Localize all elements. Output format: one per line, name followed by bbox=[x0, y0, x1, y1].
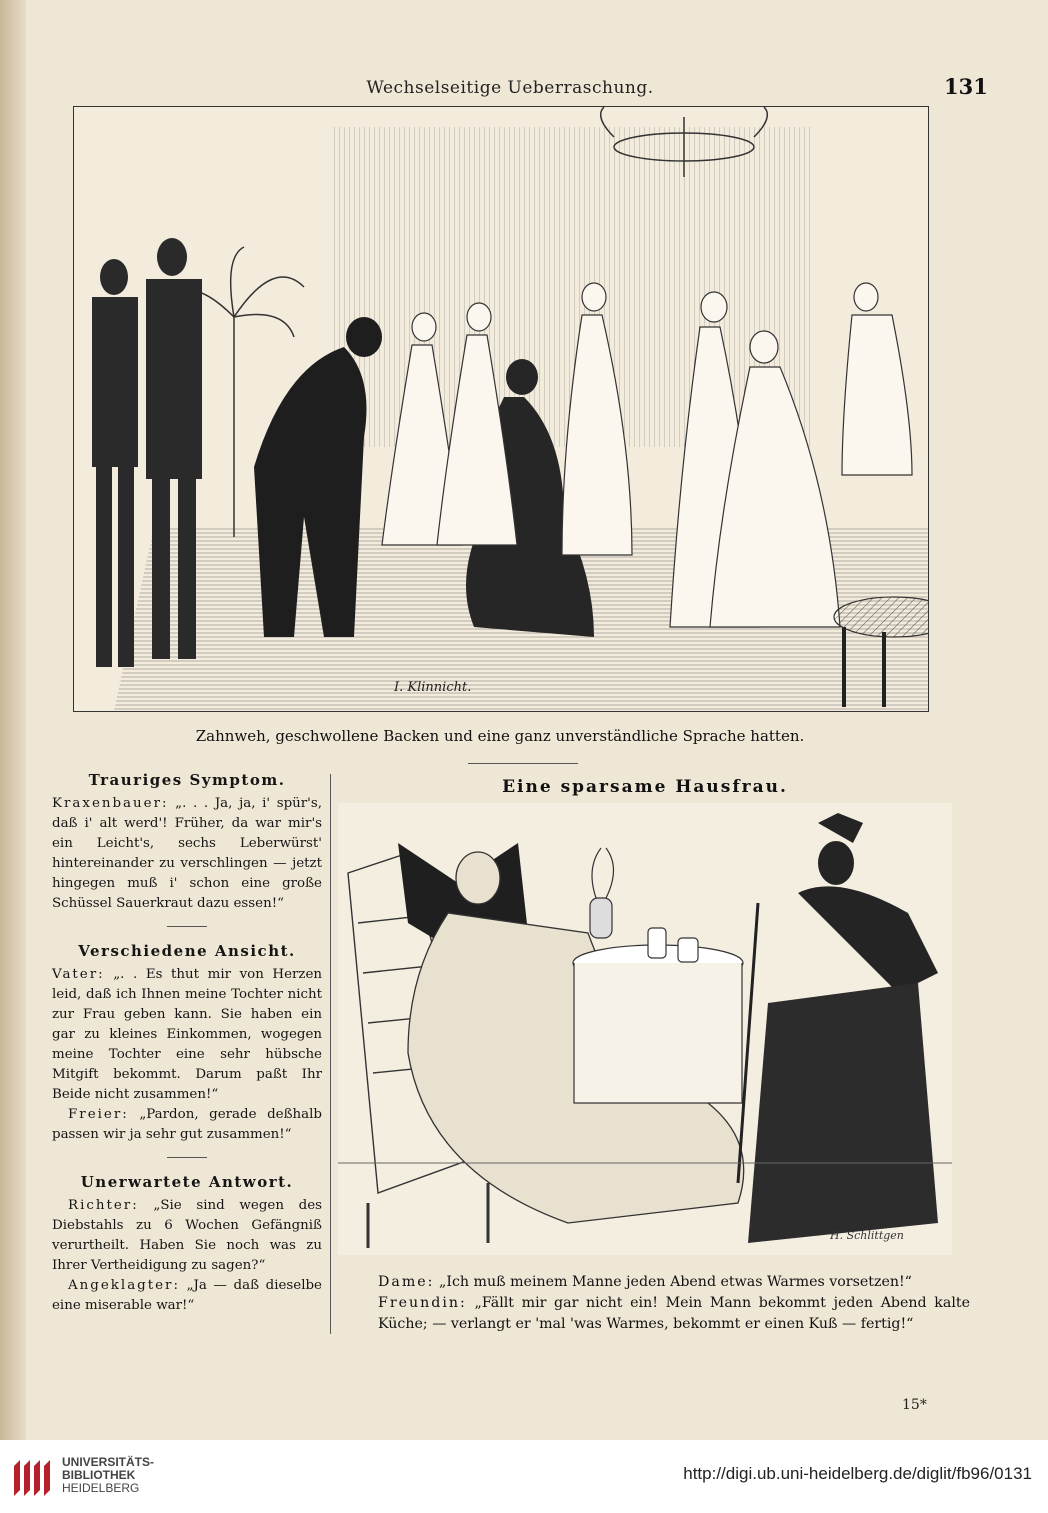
section-divider bbox=[167, 1157, 207, 1158]
logo-line: UNIVERSITÄTS- bbox=[62, 1455, 155, 1469]
speaker-label: Freundin: bbox=[378, 1295, 467, 1311]
caption-divider bbox=[468, 763, 578, 764]
permalink-url[interactable]: http://digi.ub.uni-heidelberg.de/diglit/fb96/0131 bbox=[683, 1464, 1032, 1483]
library-logo-text bbox=[62, 1456, 154, 1495]
speech-text: „Ich muß meinem Manne jeden Abend etwas Warmes vorsetzen!“ bbox=[438, 1274, 912, 1290]
section-divider bbox=[167, 926, 207, 927]
speaker-label: Angeklagter: bbox=[68, 1278, 180, 1293]
section-title: Trauriges Symptom. bbox=[88, 771, 286, 789]
section-verschiedene-ansicht bbox=[52, 941, 322, 1145]
running-title: Wechselseitige Ueberraschung. bbox=[366, 78, 654, 98]
speaker-label: Freier: bbox=[68, 1107, 129, 1122]
library-footer-bar bbox=[0, 1440, 1048, 1513]
speech-text: „Ja — daß dieselbe eine miserable war!“ bbox=[52, 1278, 322, 1313]
top-illustration bbox=[73, 106, 929, 712]
bottom-illustration-drawing bbox=[338, 803, 952, 1255]
library-logo-icon bbox=[10, 1452, 56, 1500]
speaker-label: Richter: bbox=[68, 1198, 139, 1213]
bottom-illustration-signature: H. Schlittgen bbox=[830, 1229, 904, 1242]
top-illustration-signature: I. Klinnicht. bbox=[394, 680, 472, 695]
logo-line: BIBLIOTHEK bbox=[62, 1468, 136, 1482]
speech-text: „Sie sind wegen des Diebstahls zu 6 Wochen Gefängniß verurtheilt. Haben Sie noch was zu Ihrer Vertheidigung zu sagen?“ bbox=[52, 1198, 322, 1273]
section-paragraph bbox=[52, 1196, 322, 1276]
speaker-label: Kraxenbauer: bbox=[52, 796, 169, 811]
section-paragraph bbox=[52, 965, 322, 1105]
speech-text: „Fällt mir gar nicht ein! Mein Mann bekommt jeden Abend kalte Küche; — verlangt er 'mal 'was Warmes, bekommt er einen Kuß — fertig!“ bbox=[378, 1295, 970, 1332]
section-paragraph bbox=[52, 1105, 322, 1145]
top-illustration-drawing bbox=[74, 107, 928, 711]
speaker-label: Vater: bbox=[52, 967, 105, 982]
right-column-dialog bbox=[340, 1272, 970, 1335]
speech-text: „. . . Ja, ja, i' spür's, daß i' alt werd'! Früher, da war mir's ein Leicht's, sechs Leberwürst' hintereinander zu verschlingen — jetzt hingegen muß i' schon eine große Schüssel Sauerkraut dazu essen!“ bbox=[52, 796, 322, 911]
logo-line: HEIDELBERG bbox=[62, 1481, 140, 1495]
speech-text: „. . Es thut mir von Herzen leid, daß ich Ihnen meine Tochter nicht zur Frau geben kann. Sie haben ein gar zu kleines Einkommen, wogegen meine Tochter eine sehr hübsche Mitgift bekommt. Darum paßt Ihr Beide nicht zusammen!“ bbox=[52, 967, 322, 1102]
speech-text: „Pardon, gerade deßhalb passen wir ja sehr gut zusammen!“ bbox=[52, 1107, 322, 1142]
bottom-illustration bbox=[338, 803, 952, 1255]
page-number: 131 bbox=[944, 74, 988, 99]
left-column bbox=[52, 770, 322, 1316]
top-illustration-caption: Zahnweh, geschwollene Backen und eine ganz unverständliche Sprache hatten. bbox=[195, 727, 805, 745]
section-title: Verschiedene Ansicht. bbox=[78, 942, 296, 960]
dialog-line bbox=[340, 1272, 970, 1293]
section-paragraph bbox=[52, 1276, 322, 1316]
section-trauriges-symptom bbox=[52, 770, 322, 914]
section-paragraph bbox=[52, 794, 322, 914]
right-column-title: Eine sparsame Hausfrau. bbox=[502, 777, 788, 797]
section-unerwartete-antwort bbox=[52, 1172, 322, 1316]
printer-signature-mark: 15* bbox=[902, 1397, 927, 1413]
section-title: Unerwartete Antwort. bbox=[80, 1173, 294, 1191]
dialog-line bbox=[340, 1293, 970, 1335]
speaker-label: Dame: bbox=[378, 1274, 435, 1290]
column-divider bbox=[330, 774, 331, 1334]
